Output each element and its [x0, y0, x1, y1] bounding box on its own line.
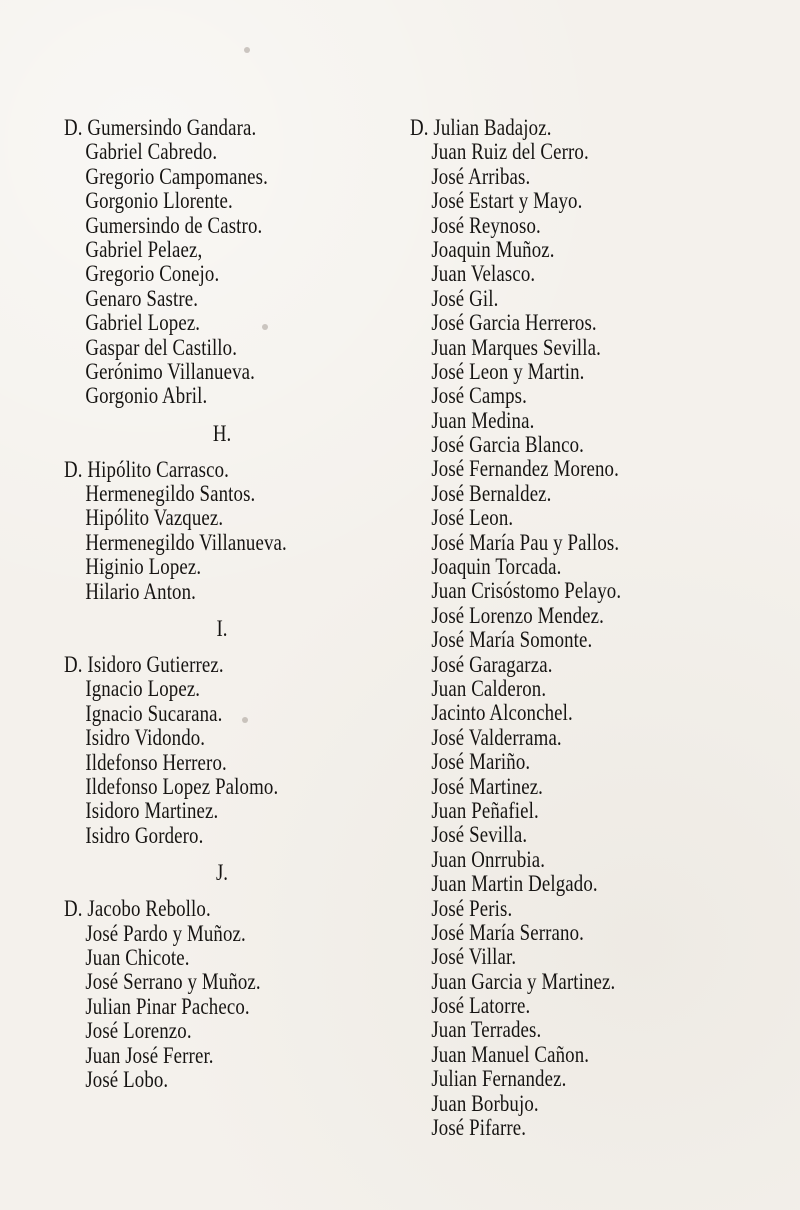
name-entry: D. Julian Badajoz.	[410, 115, 552, 140]
paper-speck	[244, 47, 250, 53]
name-entry: José Arribas.	[431, 163, 531, 189]
name-entry: Juan Terrades.	[431, 1017, 542, 1043]
name-entry: José Mariño.	[431, 749, 531, 775]
section-letter-heading: J.	[215, 860, 229, 886]
name-entry: José Garagarza.	[431, 651, 553, 677]
name-entry: José Lobo.	[85, 1066, 169, 1092]
name-entry: Juan Medina.	[431, 407, 535, 433]
name-entry: José María Pau y Pallos.	[431, 529, 620, 555]
name-entry: Gerónimo Villanueva.	[85, 358, 255, 384]
name-entry: Julian Pinar Pacheco.	[85, 993, 250, 1019]
name-entry: José Garcia Blanco.	[431, 432, 584, 458]
name-entry: D. Gumersindo Gandara.	[64, 115, 257, 140]
name-entry: José Villar.	[431, 944, 517, 970]
name-entry: Juan Calderon.	[431, 675, 547, 701]
name-entry: Juan Ruiz del Cerro.	[431, 139, 589, 165]
name-entry: José Garcia Herreros.	[431, 310, 597, 336]
name-entry: José María Serrano.	[431, 919, 584, 945]
name-entry: Higinio Lopez.	[85, 554, 202, 580]
name-entry: Juan Chicote.	[85, 944, 190, 970]
name-entry: Gregorio Campomanes.	[85, 163, 268, 189]
name-entry: Isidro Vidondo.	[85, 725, 206, 751]
name-entry: Hermenegildo Villanueva.	[85, 529, 287, 555]
paper-speck	[242, 717, 248, 723]
name-entry: Ildefonso Herrero.	[85, 749, 227, 775]
name-entry: José Valderrama.	[431, 724, 562, 750]
name-entry: José Lorenzo.	[85, 1018, 192, 1044]
name-entry: José Estart y Mayo.	[431, 188, 583, 214]
paper-speck	[262, 324, 268, 330]
name-entry: Hipólito Vazquez.	[85, 505, 224, 531]
name-entry: José Leon y Martin.	[431, 358, 585, 384]
name-entry: Juan Borbujo.	[431, 1090, 539, 1116]
name-entry: Juan Marques Sevilla.	[431, 334, 601, 360]
name-entry: Juan Manuel Cañon.	[431, 1041, 590, 1067]
name-entry: José Pardo y Muñoz.	[85, 920, 246, 946]
name-entry: Gumersindo de Castro.	[85, 212, 263, 238]
name-entry: José Gil.	[431, 285, 499, 311]
name-entry: Juan Onrrubia.	[431, 846, 546, 872]
name-entry: Juan Crisóstomo Pelayo.	[431, 578, 622, 604]
name-entry: Ignacio Sucarana.	[85, 700, 223, 726]
name-entry: José Bernaldez.	[431, 480, 552, 506]
name-entry: José Serrano y Muñoz.	[85, 969, 261, 995]
name-entry: D. Jacobo Rebollo.	[64, 896, 211, 922]
name-entry: Juan Velasco.	[431, 261, 536, 287]
name-entry: Ildefonso Lopez Palomo.	[85, 773, 279, 799]
name-entry: José Sevilla.	[431, 822, 528, 848]
section-letter-heading: I.	[216, 616, 228, 642]
name-entry: Ignacio Lopez.	[85, 676, 201, 702]
right-name-column	[410, 116, 780, 1140]
name-entry: José Leon.	[431, 505, 514, 531]
name-entry: José Latorre.	[431, 993, 531, 1019]
name-entry: Gabriel Pelaez,	[85, 236, 203, 262]
name-entry: Gregorio Conejo.	[85, 261, 220, 287]
name-entry: Gorgonio Abril.	[85, 383, 208, 409]
name-entry: Hilario Anton.	[85, 578, 197, 604]
name-entry: José Pifarre.	[431, 1115, 527, 1141]
name-entry: Juan Peñafiel.	[431, 797, 539, 823]
name-entry: Hermenegildo Santos.	[85, 481, 256, 507]
name-entry: Juan Garcia y Martinez.	[431, 968, 616, 994]
section-letter-heading: H.	[212, 420, 232, 446]
name-entry: José Fernandez Moreno.	[431, 456, 619, 482]
name-entry: Isidoro Martinez.	[85, 798, 219, 824]
name-entry: Gabriel Lopez.	[85, 310, 201, 336]
name-entry: D. Isidoro Gutierrez.	[64, 652, 224, 678]
name-entry: José María Somonte.	[431, 627, 593, 653]
name-entry: José Reynoso.	[431, 212, 541, 238]
name-entry: Juan José Ferrer.	[85, 1042, 214, 1068]
name-entry: José Peris.	[431, 895, 513, 921]
name-entry: Gorgonio Llorente.	[85, 188, 233, 214]
name-entry: Isidro Gordero.	[85, 822, 204, 848]
left-name-column	[64, 116, 394, 1092]
name-entry: Genaro Sastre.	[85, 285, 199, 311]
name-entry: José Camps.	[431, 383, 527, 409]
name-entry: José Martinez.	[431, 773, 544, 799]
name-entry: Gaspar del Castillo.	[85, 334, 238, 360]
name-entry: D. Hipólito Carrasco.	[64, 456, 229, 482]
name-entry: José Lorenzo Mendez.	[431, 602, 604, 628]
name-entry: Joaquin Muñoz.	[431, 236, 555, 262]
name-entry: Gabriel Cabredo.	[85, 139, 218, 165]
name-entry: Joaquin Torcada.	[431, 554, 562, 580]
name-entry: Julian Fernandez.	[431, 1066, 567, 1092]
name-entry: Jacinto Alconchel.	[431, 700, 573, 726]
name-entry: Juan Martin Delgado.	[431, 871, 598, 897]
